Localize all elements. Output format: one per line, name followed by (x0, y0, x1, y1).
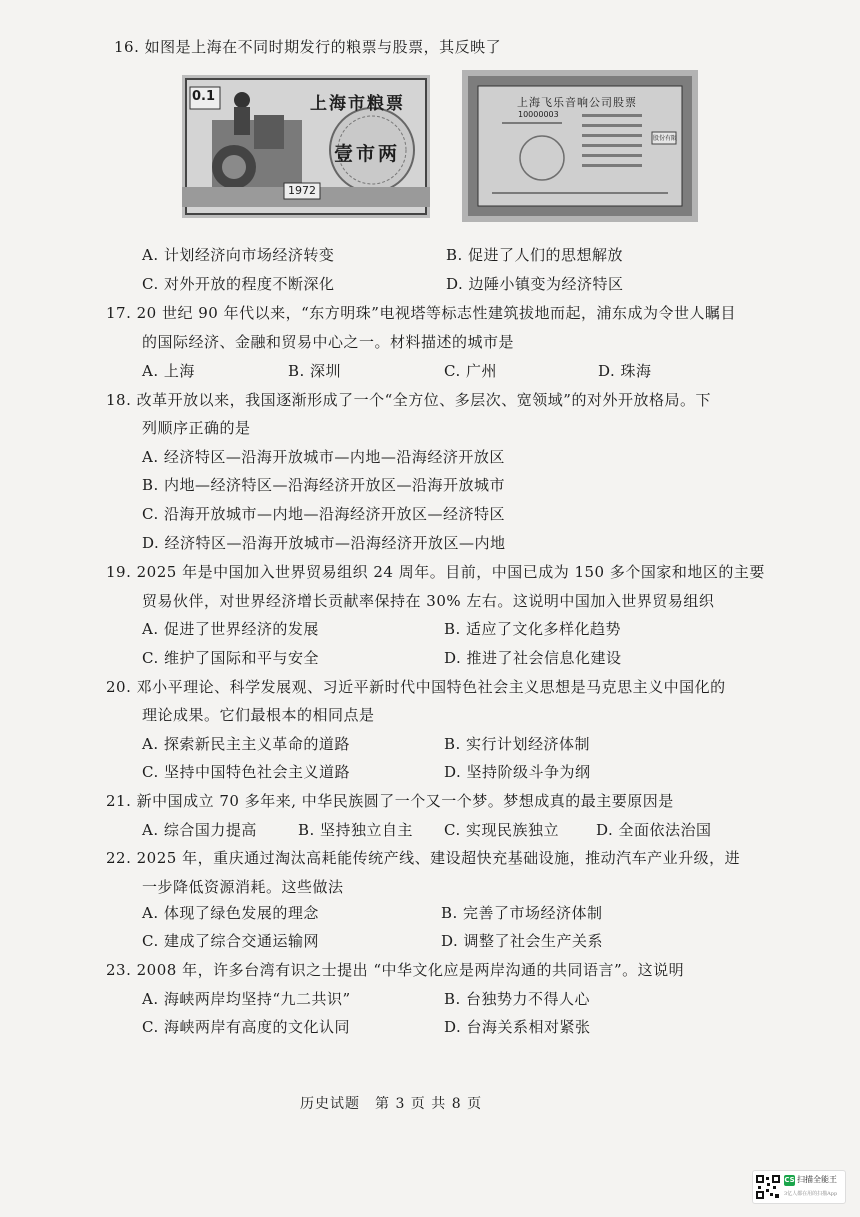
q17-option-b[interactable]: B. 深圳 (288, 362, 342, 380)
question-19-stem-line2: 贸易伙伴，对世界经济增长贡献率保持在 30% 左右。这说明中国加入世界贸易组织 (142, 592, 715, 610)
q19-option-c[interactable]: C. 维护了国际和平与安全 (142, 649, 319, 667)
q20-option-d[interactable]: D. 坚持阶级斗争为纲 (444, 763, 591, 781)
q21-option-b[interactable]: B. 坚持独立自主 (298, 821, 414, 839)
question-17-stem-line1: 17. 20 世纪 90 年代以来，“东方明珠”电视塔等标志性建筑拔地而起，浦东成为令世人瞩目 (106, 304, 736, 322)
ticket-amount: 壹市两 (334, 143, 401, 165)
stock-certificate-illustration (462, 70, 698, 222)
question-23-stem: 23. 2008 年，许多台湾有识之士提出 “中华文化应是两岸沟通的共同语言”。这说明 (106, 961, 685, 979)
q22-option-b[interactable]: B. 完善了市场经济体制 (441, 904, 603, 922)
q17-option-a[interactable]: A. 上海 (142, 362, 195, 380)
question-20-stem-line1: 20. 邓小平理论、科学发展观、习近平新时代中国特色社会主义思想是马克思主义中国化的 (106, 678, 726, 696)
stock-number: 10000003 (518, 110, 559, 119)
q17-option-d[interactable]: D. 珠海 (598, 362, 652, 380)
grain-ticket-image (182, 75, 430, 218)
question-22-stem-line1: 22. 2025 年，重庆通过淘汰高耗能传统产线、建设超快充基础设施，推动汽车产业升级，进 (106, 849, 741, 867)
camscanner-logo: CS (784, 1176, 795, 1184)
question-22-stem-line2: 一步降低资源消耗。这些做法 (142, 878, 344, 896)
q18-option-b[interactable]: B. 内地—经济特区—沿海经济开放区—沿海开放城市 (142, 476, 506, 494)
question-20-stem-line2: 理论成果。它们最根本的相同点是 (142, 706, 375, 724)
scanner-tagline: 3亿人都在用的扫描App (784, 1191, 838, 1197)
q16-option-a[interactable]: A. 计划经济向市场经济转变 (142, 246, 335, 264)
q21-option-d[interactable]: D. 全面依法治国 (596, 821, 712, 839)
q16-option-d[interactable]: D. 边陲小镇变为经济特区 (446, 275, 624, 293)
q17-option-c[interactable]: C. 广州 (444, 362, 497, 380)
q19-option-a[interactable]: A. 促进了世界经济的发展 (142, 620, 319, 638)
q19-option-b[interactable]: B. 适应了文化多样化趋势 (444, 620, 622, 638)
stock-seal: 股份有限 (653, 135, 678, 142)
q23-option-b[interactable]: B. 台独势力不得人心 (444, 990, 591, 1008)
question-17-stem-line2: 的国际经济、金融和贸易中心之一。材料描述的城市是 (142, 333, 515, 351)
scanner-badge (752, 1170, 846, 1204)
question-18-stem-line1: 18. 改革开放以来，我国逐渐形成了一个“全方位、多层次、宽领域”的对外开放格局。下 (106, 391, 711, 409)
q20-option-a[interactable]: A. 探索新民主主义革命的道路 (142, 735, 350, 753)
q22-option-a[interactable]: A. 体现了绿色发展的理念 (142, 904, 319, 922)
q20-option-c[interactable]: C. 坚持中国特色社会主义道路 (142, 763, 350, 781)
question-21-stem: 21. 新中国成立 70 多年来, 中华民族圆了一个又一个梦。梦想成真的最主要原因是 (106, 792, 674, 810)
q20-option-b[interactable]: B. 实行计划经济体制 (444, 735, 591, 753)
ticket-title: 上海市粮票 (310, 94, 405, 114)
scanner-app-name: 扫描全能王 (797, 1175, 837, 1184)
stock-title: 上海飞乐音响公司股票 (517, 96, 637, 109)
q21-option-a[interactable]: A. 综合国力提高 (142, 821, 257, 839)
q23-option-d[interactable]: D. 台海关系相对紧张 (444, 1018, 591, 1036)
q23-option-c[interactable]: C. 海峡两岸有高度的文化认同 (142, 1018, 350, 1036)
stock-certificate-image (462, 70, 698, 222)
q18-option-c[interactable]: C. 沿海开放城市—内地—沿海经济开放区—经济特区 (142, 505, 505, 523)
ticket-year: 1972 (288, 184, 316, 197)
q18-option-d[interactable]: D. 经济特区—沿海开放城市—沿海经济开放区—内地 (142, 534, 506, 552)
q22-option-d[interactable]: D. 调整了社会生产关系 (441, 932, 604, 950)
q16-option-b[interactable]: B. 促进了人们的思想解放 (446, 246, 624, 264)
question-18-stem-line2: 列顺序正确的是 (142, 419, 251, 437)
q21-option-c[interactable]: C. 实现民族独立 (444, 821, 559, 839)
q22-option-c[interactable]: C. 建成了综合交通运输网 (142, 932, 319, 950)
q18-option-a[interactable]: A. 经济特区—沿海开放城市—内地—沿海经济开放区 (142, 448, 505, 466)
ticket-denomination: 0.1 (192, 89, 216, 104)
q19-option-d[interactable]: D. 推进了社会信息化建设 (444, 649, 622, 667)
page-footer: 历史试题 第 3 页 共 8 页 (300, 1096, 483, 1112)
qr-code-icon (755, 1174, 781, 1200)
q16-option-c[interactable]: C. 对外开放的程度不断深化 (142, 275, 335, 293)
question-19-stem-line1: 19. 2025 年是中国加入世界贸易组织 24 周年。目前，中国已成为 150 多个国家和地区的主要 (106, 563, 765, 581)
question-16-stem: 16. 如图是上海在不同时期发行的粮票与股票，其反映了 (114, 38, 502, 56)
q23-option-a[interactable]: A. 海峡两岸均坚持“九二共识” (142, 990, 351, 1008)
